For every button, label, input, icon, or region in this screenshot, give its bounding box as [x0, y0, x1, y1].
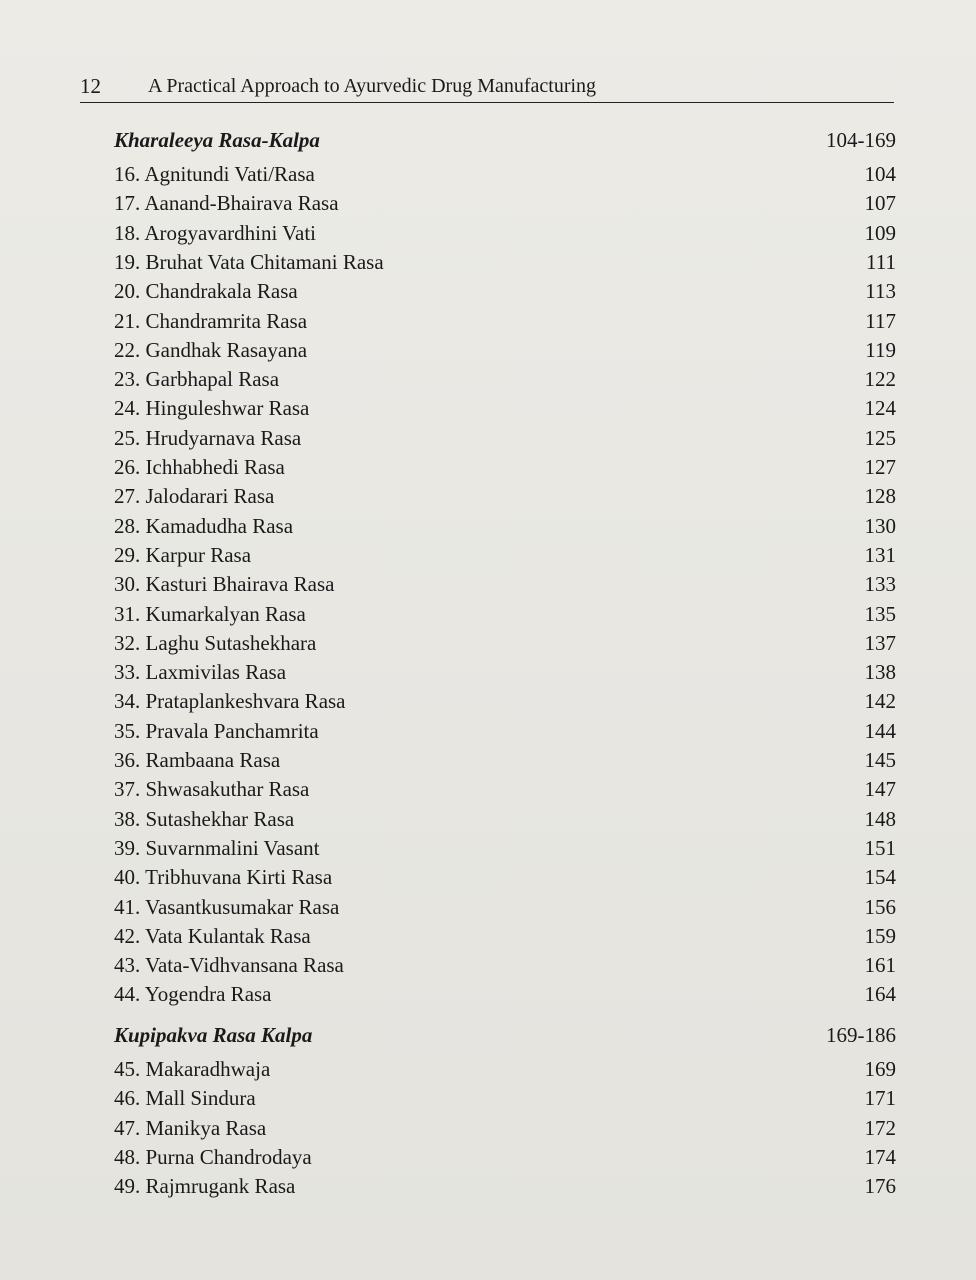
toc-entry-label	[114, 1172, 295, 1200]
toc-entry-page: 138	[864, 660, 896, 685]
section-title: Kharaleeya Rasa-Kalpa	[114, 128, 320, 152]
toc-entry-number: 35.	[114, 718, 141, 743]
toc-entry[interactable]	[114, 687, 896, 715]
toc-entry-number: 46.	[114, 1086, 141, 1111]
running-title: A Practical Approach to Ayurvedic Drug Manufacturing	[148, 75, 597, 97]
toc-entry[interactable]	[114, 160, 896, 188]
toc-entry-label	[114, 219, 316, 247]
toc-entry-page: 137	[864, 630, 896, 655]
toc-entry[interactable]	[114, 805, 896, 833]
toc-entry-title: Agnitundi Vati/Rasa	[144, 162, 315, 186]
toc-entry-title: Laghu Sutashekhara	[145, 630, 317, 655]
toc-entry[interactable]	[114, 482, 896, 510]
toc-entry-number: 24.	[114, 396, 141, 421]
toc-entry-label	[114, 570, 334, 598]
section-heading	[114, 126, 896, 154]
toc-entry-page: 164	[864, 982, 896, 1007]
toc-entry-label	[114, 1055, 270, 1083]
toc-entry-page: 135	[864, 601, 896, 626]
toc-entry-title: Jalodarari Rasa	[145, 484, 275, 509]
toc-entry-title: Chandrakala Rasa	[145, 279, 298, 304]
toc-entry-page: 156	[864, 894, 896, 919]
page-number: 12	[80, 74, 101, 98]
toc-entry-number: 49.	[114, 1174, 141, 1199]
toc-entry-title: Rambaana Rasa	[145, 748, 281, 772]
toc-entry-title: Vasantkusumakar Rasa	[145, 894, 340, 919]
toc-entry-title: Manikya Rasa	[145, 1115, 267, 1140]
toc-entry-title: Shwasakuthar Rasa	[145, 777, 310, 802]
toc-entry[interactable]	[114, 394, 896, 422]
toc-entry-page: 176	[864, 1174, 896, 1199]
toc-entry-label	[114, 805, 294, 833]
toc-entry-title: Kasturi Bhairava Rasa	[145, 572, 335, 597]
toc-entry-number: 42.	[114, 923, 141, 948]
toc-entry-title: Tribhuvana Kirti Rasa	[145, 865, 333, 890]
toc-entry-label	[114, 365, 279, 393]
toc-entry-title: Hrudyarnava Rasa	[145, 425, 302, 450]
toc-entry-number: 19.	[114, 249, 141, 274]
toc-entry-title: Pravala Panchamrita	[145, 718, 319, 743]
toc-entry-title: Sutashekhar Rasa	[145, 806, 295, 831]
toc-entry-page: 104	[864, 162, 896, 186]
toc-entry-label	[114, 834, 320, 862]
toc-entry-page: 161	[864, 953, 896, 978]
toc-entry-page: 130	[864, 513, 896, 538]
toc-entry[interactable]	[114, 1114, 896, 1142]
toc-entry-number: 18.	[114, 220, 141, 245]
toc-entry-page: 128	[864, 484, 896, 509]
toc-entry-page: 109	[864, 220, 896, 245]
toc-entry[interactable]	[114, 277, 896, 305]
toc-entry-page: 171	[864, 1086, 896, 1111]
toc-entry-number: 22.	[114, 337, 141, 362]
toc-entry-number: 29.	[114, 542, 141, 567]
toc-entry-page: 119	[865, 337, 896, 362]
toc-entry-number: 31.	[114, 601, 141, 626]
toc-entry-number: 27.	[114, 484, 141, 509]
toc-entry[interactable]	[114, 775, 896, 803]
toc-entry-page: 124	[864, 396, 896, 421]
toc-entry-page: 111	[866, 249, 896, 274]
toc-entry-label	[114, 893, 339, 921]
toc-entry-title: Suvarnmalini Vasant	[145, 835, 320, 860]
toc-entry-page: 127	[864, 455, 896, 479]
section-page-range: 169-186	[826, 1023, 896, 1047]
toc-entry-page: 131	[864, 542, 896, 567]
toc-entry-title: Kumarkalyan Rasa	[145, 601, 306, 626]
toc-entry-label	[114, 922, 311, 950]
toc-entry-page: 144	[864, 718, 896, 743]
toc-entry-label	[114, 277, 298, 305]
section-page-range: 104-169	[826, 128, 896, 152]
toc-entry-number: 30.	[114, 572, 141, 597]
toc-entry-page: 159	[864, 923, 896, 948]
toc-entry-number: 48.	[114, 1144, 141, 1169]
toc-entry-page: 151	[864, 835, 896, 860]
toc-entry-label	[114, 687, 346, 715]
toc-entry[interactable]	[114, 893, 896, 921]
toc-entry-number: 38.	[114, 806, 141, 831]
toc-entry-label	[114, 541, 251, 569]
toc-entry-page: 145	[864, 748, 896, 772]
toc-entry-title: Karpur Rasa	[145, 542, 252, 567]
toc-entry[interactable]	[114, 746, 896, 774]
toc-entry-label	[114, 189, 339, 217]
toc-entry-page: 133	[864, 572, 896, 597]
toc-entry-page: 107	[864, 191, 896, 216]
toc-entry-number: 17.	[114, 191, 141, 216]
toc-entry-title: Arogyavardhini Vati	[144, 220, 317, 245]
toc-entry-page: 147	[864, 777, 896, 802]
toc-entry-page: 117	[865, 308, 896, 333]
section-heading	[114, 1021, 896, 1049]
toc-entry-title: Yogendra Rasa	[144, 982, 272, 1007]
toc-entry[interactable]	[114, 219, 896, 247]
toc-entry-title: Makaradhwaja	[145, 1057, 271, 1081]
toc-entry[interactable]	[114, 717, 896, 745]
toc-entry-title: Prataplankeshvara Rasa	[145, 689, 346, 714]
toc-entry-page: 125	[864, 425, 896, 450]
toc-entry[interactable]	[114, 336, 896, 364]
toc-entry[interactable]	[114, 248, 896, 276]
toc-entry-title: Bruhat Vata Chitamani Rasa	[145, 249, 384, 274]
toc-entry[interactable]	[114, 863, 896, 891]
toc-entry-page: 172	[864, 1115, 896, 1140]
toc-entry-label	[114, 863, 332, 891]
toc-entry-number: 16.	[114, 162, 141, 186]
toc-entry-title: Hinguleshwar Rasa	[145, 396, 310, 421]
toc-entry[interactable]	[114, 1143, 896, 1171]
toc-entry-number: 25.	[114, 425, 141, 450]
toc-entry-page: 154	[864, 865, 896, 890]
toc-entry-label	[114, 1084, 256, 1112]
toc-entry-label	[114, 248, 384, 276]
toc-entry-number: 47.	[114, 1115, 141, 1140]
toc-entry-page: 148	[864, 806, 896, 831]
toc-entry[interactable]	[114, 512, 896, 540]
toc-entry[interactable]	[114, 922, 896, 950]
toc-entry-label	[114, 600, 306, 628]
toc-entry-title: Rajmrugank Rasa	[145, 1174, 296, 1199]
toc-entry-label	[114, 307, 307, 335]
toc-entry-title: Gandhak Rasayana	[145, 337, 308, 362]
toc-entry-number: 45.	[114, 1057, 141, 1081]
toc-entry-number: 26.	[114, 455, 141, 479]
toc-entry[interactable]	[114, 541, 896, 569]
toc-entry-label	[114, 951, 344, 979]
toc-entry-number: 28.	[114, 513, 141, 538]
toc-entry-page: 122	[864, 367, 896, 392]
toc-entry-number: 20.	[114, 279, 141, 304]
toc-entry-label	[114, 980, 272, 1008]
toc-entry-number: 23.	[114, 367, 141, 392]
toc-entry-label	[114, 482, 274, 510]
toc-entry-title: Ichhabhedi Rasa	[145, 455, 285, 479]
toc-entry-page: 174	[864, 1144, 896, 1169]
toc-entry-page: 142	[864, 689, 896, 714]
toc-entry-label	[114, 1114, 266, 1142]
toc-entry-label	[114, 775, 309, 803]
toc-entry[interactable]	[114, 1055, 896, 1083]
toc-entry-label	[114, 424, 301, 452]
toc-entry-number: 40.	[114, 865, 141, 890]
toc-entry[interactable]	[114, 570, 896, 598]
toc-entry-label	[114, 746, 280, 774]
toc-entry[interactable]	[114, 1172, 896, 1200]
toc-entry[interactable]	[114, 453, 896, 481]
toc-entry-label	[114, 717, 319, 745]
toc-entry-number: 36.	[114, 748, 141, 772]
toc-entry[interactable]	[114, 424, 896, 452]
toc-entry-label	[114, 453, 285, 481]
toc-entry[interactable]	[114, 951, 896, 979]
toc-entry[interactable]	[114, 980, 896, 1008]
toc-entry[interactable]	[114, 365, 896, 393]
toc-entry-title: Chandramrita Rasa	[145, 308, 308, 333]
toc-entry-number: 41.	[114, 894, 141, 919]
toc-entry-title: Garbhapal Rasa	[145, 367, 280, 392]
toc-entry-page: 113	[865, 279, 896, 304]
toc-entry-label	[114, 629, 316, 657]
toc-entry-number: 32.	[114, 630, 141, 655]
toc-entry-number: 21.	[114, 308, 141, 333]
toc-entry[interactable]	[114, 307, 896, 335]
toc-entry-number: 43.	[114, 953, 141, 978]
toc-entry-title: Mall Sindura	[145, 1086, 256, 1111]
toc-entry[interactable]	[114, 1084, 896, 1112]
toc-entry-title: Purna Chandrodaya	[145, 1144, 312, 1169]
toc-entry[interactable]	[114, 658, 896, 686]
toc-entry-title: Laxmivilas Rasa	[145, 660, 287, 685]
toc-entry-label	[114, 336, 307, 364]
toc-entry-number: 37.	[114, 777, 141, 802]
toc-entry[interactable]	[114, 834, 896, 862]
toc-entry-title: Vata Kulantak Rasa	[145, 923, 311, 948]
toc-entry-label	[114, 1143, 312, 1171]
toc-entry-page: 169	[864, 1057, 896, 1081]
toc-entry[interactable]	[114, 600, 896, 628]
toc-entry[interactable]	[114, 629, 896, 657]
toc-entry-number: 33.	[114, 660, 141, 685]
toc-entry-label	[114, 658, 286, 686]
toc-entry-title: Kamadudha Rasa	[145, 513, 294, 538]
toc-entry[interactable]	[114, 189, 896, 217]
toc-entry-label	[114, 160, 315, 188]
section-title: Kupipakva Rasa Kalpa	[114, 1023, 313, 1047]
toc-entry-title: Aanand-Bhairava Rasa	[144, 191, 339, 216]
toc-entry-number: 44.	[114, 982, 141, 1007]
toc-entry-title: Vata-Vidhvansana Rasa	[145, 953, 344, 978]
toc-entry-label	[114, 512, 293, 540]
toc-entry-label	[114, 394, 309, 422]
toc-entry-number: 34.	[114, 689, 141, 714]
toc-entry-number: 39.	[114, 835, 141, 860]
